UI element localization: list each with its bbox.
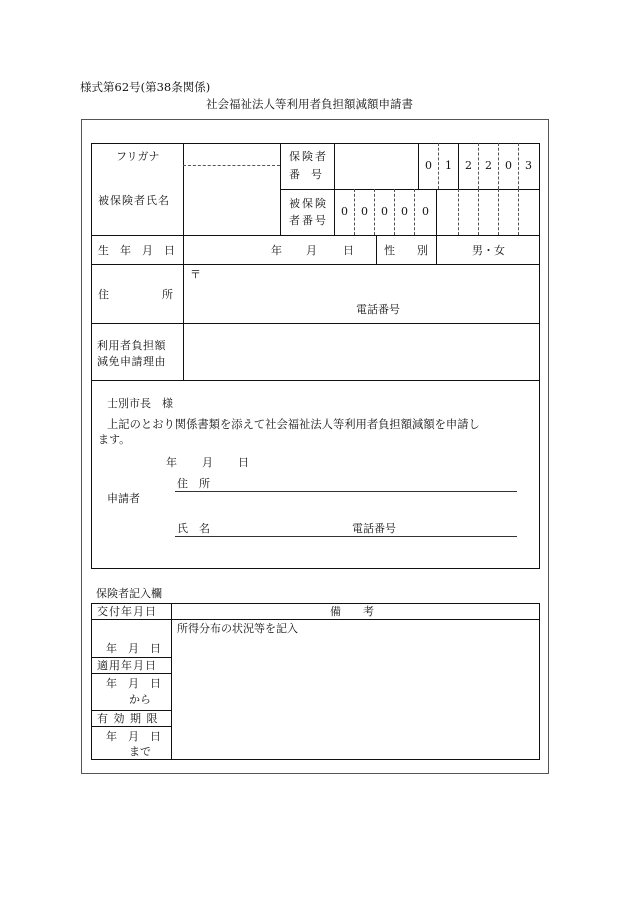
insurer-digit-divider [518,143,519,189]
address-phone-label: 電話番号 [356,303,400,316]
insurer-digit-divider [478,143,479,189]
insured-digit-divider [414,189,415,235]
postal-mark: 〒 [190,268,201,281]
insurer-section-heading: 保険者記入欄 [96,587,162,600]
insurer-digit: 0 [425,159,432,172]
gender-label: 性 別 [384,244,428,257]
birth-gender-divider [376,235,377,264]
insured-digit-divider [478,189,479,235]
furigana-label: フリガナ [116,150,160,163]
apply-from-label: から [129,693,151,706]
insured-digit-divider [394,189,395,235]
insured-digit-divider [436,189,437,235]
remarks-label: 備 考 [330,605,374,618]
issue-date-label: 交付年月日 [97,605,157,618]
declaration-body-2: ます。 [98,433,131,446]
form-number: 様式第62号(第38条関係) [80,80,211,94]
address-label-1: 住 [98,288,109,301]
insurer-digit: 0 [505,159,512,172]
declaration-body-1: 上記のとおり関係書類を添えて社会福祉法人等利用者負担額減額を申請し [107,418,480,431]
addressee: 士別市長 様 [107,397,173,410]
insured-digit: 0 [422,205,429,218]
birth-day-unit: 日 [343,244,354,257]
insured-digit: 0 [401,205,408,218]
insurer-digit: 1 [445,159,452,172]
insured-number-label-2: 者番号 [289,214,328,227]
reason-label-2: 減免申請理由 [97,355,166,368]
insurer-row-divider [91,673,171,674]
address-row-bottom [91,323,540,324]
insurer-row-divider [91,657,171,658]
gender-value: 男・女 [472,244,505,257]
insurer-label-column-divider [171,603,172,760]
insurer-digit-divider [438,143,439,189]
insured-digit-divider [518,189,519,235]
insurer-digit-divider [418,143,419,189]
insurer-number-label-2: 番 号 [289,168,322,181]
applicant-name-line[interactable] [175,536,517,537]
validity-until-label: まで [129,745,151,758]
birth-year-unit: 年 [271,244,282,257]
insured-digit-divider [458,189,459,235]
insurer-digit-divider [458,143,459,189]
number-row-divider [280,189,540,190]
insurer-row-divider [91,710,171,711]
birth-date-label: 生 年 月 日 [98,244,175,257]
insured-digit: 0 [381,205,388,218]
name-row-bottom [91,235,540,236]
applicant-address-field: 住 所 [177,477,210,490]
form-title: 社会福祉法人等利用者負担額減額申請書 [206,97,413,111]
apply-date-label: 適用年月日 [97,659,157,672]
label-column-divider [183,143,184,380]
applicant-name-field: 氏 名 [177,522,210,535]
validity-label: 有 効 期 限 [97,712,159,725]
applicant-phone-field: 電話番号 [352,522,396,535]
validity-ymd: 年 月 日 [106,730,161,743]
apply-date-ymd: 年 月 日 [106,677,161,690]
insured-number-label-1: 被保険 [289,197,328,210]
insurer-digit: 2 [465,159,472,172]
insured-name-input[interactable] [186,166,278,232]
insured-digit: 0 [361,205,368,218]
insurer-header-divider [91,619,540,620]
reason-label-1: 利用者負担額 [97,339,166,352]
insurer-digit: 3 [525,159,532,172]
applicant-address-line[interactable] [175,491,517,492]
furigana-input[interactable] [186,146,278,163]
insurer-number-label-1: 保険者 [289,150,328,163]
gender-value-divider [436,235,437,264]
insured-name-label: 被保険者氏名 [98,194,170,207]
insurer-digit-divider [498,143,499,189]
insured-digit-divider [498,189,499,235]
insurer-digit: 2 [485,159,492,172]
declaration-month: 月 [202,456,213,469]
insured-digit: 0 [341,205,348,218]
address-label-2: 所 [162,288,173,301]
remarks-note: 所得分布の状況等を記入 [177,622,298,635]
birth-row-bottom [91,264,540,265]
reason-row-bottom [91,380,540,381]
declaration-year: 年 [166,456,177,469]
insurer-row-divider [91,726,171,727]
birth-month-unit: 月 [306,244,317,257]
declaration-day: 日 [238,456,249,469]
insured-digit-divider [374,189,375,235]
insured-digit-divider [354,189,355,235]
issue-date-ymd: 年 月 日 [106,642,161,655]
applicant-label: 申請者 [107,492,140,505]
